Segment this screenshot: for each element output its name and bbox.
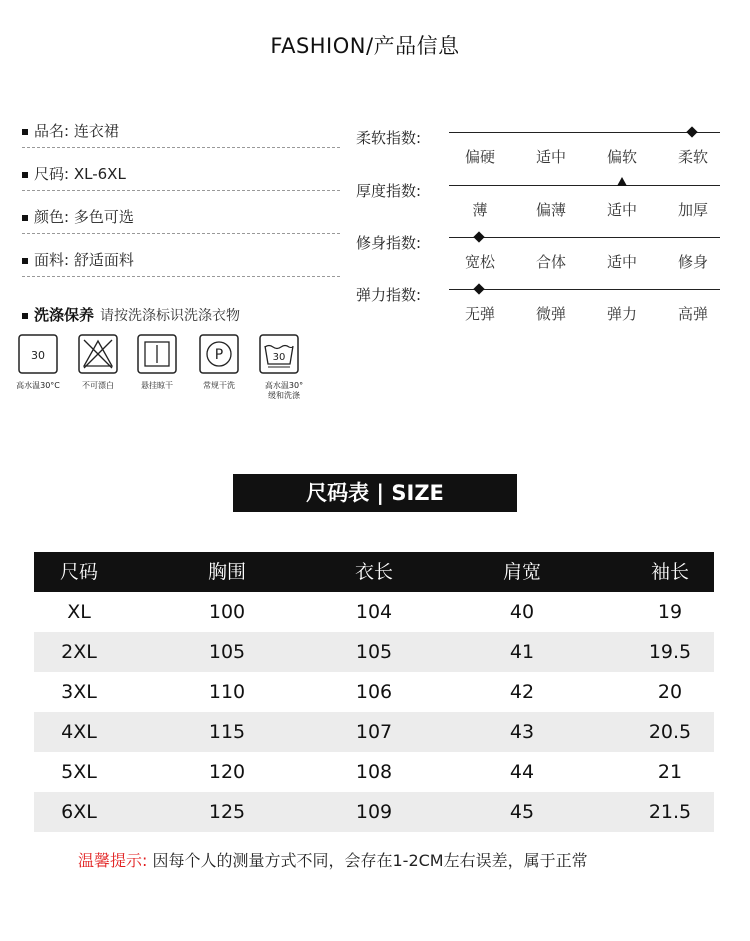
table-row	[34, 752, 714, 792]
index-option: 弹力	[606, 305, 637, 323]
column-header: 肩宽	[502, 561, 541, 583]
table-cell: 110	[208, 681, 246, 703]
table-cell: 100	[208, 601, 246, 623]
bullet-icon	[22, 258, 28, 264]
table-cell: 5XL	[61, 761, 97, 783]
table-cell: 21	[657, 761, 683, 783]
bullet-icon	[22, 215, 28, 221]
table-cell: 105	[355, 641, 393, 663]
divider	[22, 276, 340, 277]
note-text: 因每个人的测量方式不同，会存在1-2CM左右误差，属于正常	[152, 851, 588, 870]
index-option: 适中	[535, 148, 566, 166]
table-row	[34, 672, 714, 712]
note-prefix: 温馨提示:	[78, 851, 148, 870]
column-header: 袖长	[650, 561, 689, 583]
hang-dry-icon	[137, 334, 177, 374]
table-cell: 115	[208, 721, 246, 743]
info-value: XL-6XL	[73, 165, 126, 183]
gentle-wash-icon	[259, 334, 299, 374]
index-option: 合体	[535, 253, 566, 271]
page-title: FASHION/产品信息	[270, 34, 460, 58]
table-cell: 107	[355, 721, 393, 743]
table-cell: 4XL	[61, 721, 97, 743]
measurement-note	[78, 848, 588, 871]
column-header: 尺码	[59, 561, 98, 583]
table-cell: XL	[67, 601, 91, 623]
index-option: 宽松	[464, 253, 495, 271]
table-row	[34, 792, 714, 832]
wash-subtitle: 请按洗涤标识洗涤衣物	[100, 308, 241, 324]
table-cell: 21.5	[648, 801, 692, 823]
wash-label: 常规干洗	[203, 381, 235, 390]
index-marker-diamond	[686, 126, 697, 137]
index-option: 适中	[606, 201, 637, 219]
info-item-name	[22, 120, 119, 141]
table-cell: 45	[509, 801, 535, 823]
info-label: 尺码:	[34, 165, 70, 183]
index-label: 修身指数:	[356, 234, 422, 252]
table-cell: 20	[657, 681, 683, 703]
wash-care-heading	[22, 304, 240, 325]
info-item-size	[22, 163, 126, 184]
table-cell: 120	[208, 761, 246, 783]
info-value: 舒适面料	[73, 251, 134, 269]
index-scale-line	[449, 185, 720, 186]
table-cell: 104	[355, 601, 393, 623]
index-option: 适中	[606, 253, 637, 271]
index-option: 薄	[472, 201, 488, 219]
wash-label: 悬挂晾干	[141, 381, 173, 390]
divider	[22, 190, 340, 191]
wash-temp-text: 30	[31, 349, 45, 362]
index-option: 修身	[677, 253, 708, 271]
index-label: 厚度指数:	[356, 182, 422, 200]
divider	[22, 233, 340, 234]
bullet-icon	[22, 172, 28, 178]
index-option: 偏软	[606, 148, 637, 166]
size-table-banner: 尺码表 | SIZE	[233, 474, 517, 512]
index-scale-line	[449, 289, 720, 290]
info-value: 连衣裙	[73, 122, 119, 140]
index-marker-diamond	[473, 231, 484, 242]
wash-label: 不可漂白	[82, 381, 114, 390]
wash-temp-text: 30	[272, 352, 286, 363]
index-option: 高弹	[677, 305, 708, 323]
no-bleach-icon	[78, 334, 118, 374]
info-label: 面料:	[34, 251, 70, 269]
table-cell: 125	[208, 801, 246, 823]
info-item-fabric	[22, 249, 134, 270]
index-option: 无弹	[464, 305, 495, 323]
bullet-icon	[22, 129, 28, 135]
table-cell: 41	[509, 641, 535, 663]
info-item-color	[22, 206, 134, 227]
wash-title: 洗涤保养	[34, 306, 95, 324]
divider	[22, 147, 340, 148]
table-cell: 42	[509, 681, 535, 703]
table-row	[34, 592, 714, 632]
info-value: 多色可选	[73, 208, 134, 226]
bullet-icon	[22, 313, 28, 319]
table-cell: 108	[355, 761, 393, 783]
info-label: 颜色:	[34, 208, 70, 226]
index-option: 柔软	[677, 148, 708, 166]
index-label: 弹力指数:	[356, 286, 422, 304]
index-option: 加厚	[677, 201, 708, 219]
index-marker-diamond	[473, 283, 484, 294]
table-cell: 19.5	[648, 641, 692, 663]
index-option: 偏硬	[464, 148, 495, 166]
table-cell: 109	[355, 801, 393, 823]
index-marker-triangle	[617, 177, 627, 186]
size-table-header	[34, 552, 714, 592]
table-cell: 3XL	[61, 681, 97, 703]
table-cell: 19	[657, 601, 683, 623]
index-label: 柔软指数:	[356, 129, 422, 147]
wash-30-icon	[18, 334, 58, 374]
index-scale-line	[449, 132, 720, 133]
info-label: 品名:	[34, 122, 70, 140]
table-cell: 2XL	[61, 641, 97, 663]
index-option: 偏薄	[535, 201, 566, 219]
column-header: 胸围	[207, 561, 246, 583]
table-cell: 20.5	[648, 721, 692, 743]
wash-label: 高水温30° 缓和洗涤	[264, 381, 304, 400]
table-cell: 44	[509, 761, 535, 783]
index-scale-line	[449, 237, 720, 238]
index-option: 微弹	[535, 305, 566, 323]
table-cell: 43	[509, 721, 535, 743]
column-header: 衣长	[354, 561, 393, 583]
table-cell: 105	[208, 641, 246, 663]
table-cell: 40	[509, 601, 535, 623]
table-row	[34, 712, 714, 752]
dry-clean-icon	[199, 334, 239, 374]
dry-clean-letter: P	[214, 347, 224, 363]
wash-label: 高水温30°C	[16, 381, 60, 390]
table-cell: 6XL	[61, 801, 97, 823]
table-row	[34, 632, 714, 672]
table-cell: 106	[355, 681, 393, 703]
